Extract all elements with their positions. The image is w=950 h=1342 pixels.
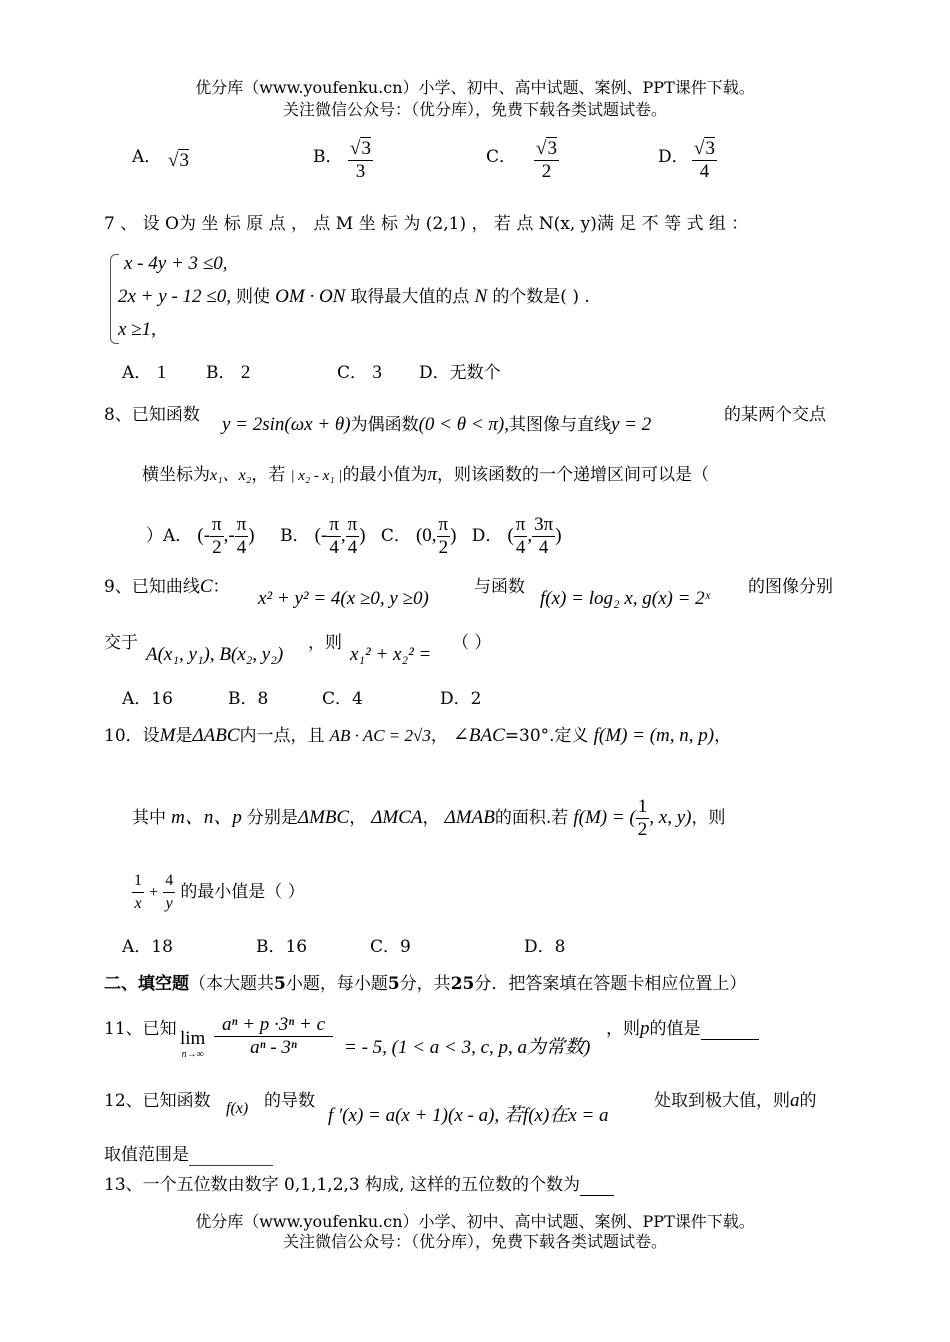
q6-option-b-value: $\frac{√3}{3}$ xyxy=(350,138,371,182)
q9-points: A(x₁, y₁), B(x₂, y₂) xyxy=(146,644,284,665)
q10-option-c: C．9 xyxy=(370,937,411,957)
q11-rhs: = - 5, (1 < a < 3, c, p, a为常数) xyxy=(344,1037,591,1058)
q6-option-d: D． xyxy=(658,147,689,167)
header-line-2: 关注微信公众号：（优分库），免费下载各类试题试卷。 xyxy=(282,100,667,119)
q11-lim: lim n→∞ xyxy=(180,1028,206,1060)
q11-answer-blank[interactable] xyxy=(701,1021,759,1040)
q13-stem: 13、一个五位数由数字 0,1,1,2,3 构成, 这样的五位数的个数为 xyxy=(104,1174,614,1196)
q8-stem-tail: 的某两个交点 xyxy=(724,405,826,425)
q7-inequality-3: x ≥1, xyxy=(118,319,156,340)
q12-answer-blank[interactable] xyxy=(189,1147,273,1166)
footer-line-2: 关注微信公众号：（优分库），免费下载各类试题试卷。 xyxy=(282,1232,667,1251)
q12-function: f(x) xyxy=(226,1100,249,1117)
q9-curve-equation: x² + y² = 4(x ≥0, y ≥0) xyxy=(258,588,429,609)
q11-tail: ，则p的值是 xyxy=(606,1018,759,1040)
q12-line-2: 取值范围是 xyxy=(104,1144,273,1166)
q6-option-b: B． xyxy=(313,147,343,167)
q9-then: ，则 xyxy=(308,633,342,653)
q7-stem: 7 、 设 O为 坐 标 原 点 ， 点 M 坐 标 为 (2,1) ， 若 点 N(x, y)满 足 不 等 式 组 ： xyxy=(104,214,749,234)
footer-line-1: 优分库（www.youfenku.cn）小学、初中、高中试题、案例、PPT课件下载。 xyxy=(195,1212,755,1231)
q6-option-a-value: √3 xyxy=(168,150,189,171)
q9-option-c: C．4 xyxy=(322,689,363,709)
q8-stem-line-2: 横坐标为x₁、x₂，若 | x₂ - x₁ |的最小值为π，则该函数的一个递增区间可以是（ xyxy=(142,464,709,485)
q10-option-d: D．8 xyxy=(524,937,566,957)
q10-stem-line-3: $\frac{1}{x}$ + $\frac{4}{y}$ 的最小值是（ ） xyxy=(134,872,305,912)
q11-label: 11、已知 xyxy=(104,1019,177,1039)
q9-stem-line-1: 9、已知曲线C： xyxy=(104,576,230,597)
q9-option-a: A．16 xyxy=(122,689,173,709)
q6-option-a: A． xyxy=(132,147,162,167)
q13-answer-blank[interactable] xyxy=(580,1177,614,1196)
q10-stem-line-1: 10．设M是ΔABC内一点，且 AB · AC = 2√3， ∠BAC=30°.定义 f(M) = (m, n, p)， xyxy=(104,725,732,746)
q11-fraction: $\frac{\text{aⁿ + p ·3ⁿ + c}}{\text{aⁿ - 3ⁿ}}$ xyxy=(214,1014,333,1059)
q12-label: 12、已知函数 xyxy=(104,1091,211,1111)
q10-option-b: B．16 xyxy=(256,937,308,957)
q6-option-c-value: $\frac{√3}{2}$ xyxy=(536,138,557,182)
q8-function: y = 2sin(ωx + θ)为偶函数(0 < θ < π),其图像与直线y = 2 xyxy=(222,414,652,435)
header-line-1: 优分库（www.youfenku.cn）小学、初中、高中试题、案例、PPT课件下载。 xyxy=(195,78,755,97)
q9-stem-line-2: 交于 xyxy=(104,633,138,653)
q9-option-b: B．8 xyxy=(228,689,269,709)
q9-mid: 与函数 xyxy=(474,577,525,597)
q8-stem-line-1: 8、已知函数 xyxy=(104,405,200,425)
q7-option-b: B． 2 xyxy=(206,362,251,383)
q6-option-d-value: $\frac{√3}{4}$ xyxy=(694,138,715,182)
q7-option-d: D．无数个 xyxy=(419,363,501,383)
q9-paren: （ ） xyxy=(452,633,492,653)
q7-option-c: C． 3 xyxy=(337,362,382,383)
q10-stem-line-2: 其中 m、n、p 分别是ΔMBC， ΔMCA， ΔMAB的面积.若 f(M) = ( $\frac{1}{2}$ , x, y)，则 xyxy=(132,796,726,840)
q7-option-a: A． 1 xyxy=(122,362,167,383)
q12-derivative: f ′(x) = a(x + 1)(x - a), 若f(x)在x = a xyxy=(328,1105,609,1126)
q12-tail: 处取到极大值，则a的 xyxy=(654,1090,817,1111)
q12-t1: 的导数 xyxy=(264,1091,315,1111)
q9-tail: 的图像分别 xyxy=(748,577,833,597)
q9-option-d: D．2 xyxy=(440,689,482,709)
q7-inequality-2: 2x + y - 12 ≤0, 则使 OM · ON 取得最大值的点 N 的个数是( ) . xyxy=(118,286,590,307)
q9-functions: f(x) = log₂ x, g(x) = 2ˣ xyxy=(540,588,711,609)
section-2-heading: 二、填空题（本大题共5小题，每小题5分，共25分．把答案填在答题卡相应位置上） xyxy=(104,974,747,994)
q8-options: ）A． (- $\frac{\pi}{2}$ ,- $\frac{\pi}{4}$ ) B． (- $\frac{\pi}{4}$ , $\frac{\pi}{4}$ ) C． (0, $\frac{\pi}{2}$ ) D． ( $\frac{\pi}{4}$ , $\frac{3\pi}{4}$ ) xyxy=(146,514,562,558)
q6-option-c: C． xyxy=(486,147,517,167)
q10-option-a: A．18 xyxy=(122,937,173,957)
q7-inequality-1: x - 4y + 3 ≤0, xyxy=(124,253,228,274)
q9-expression: x₁² + x₂² = xyxy=(350,644,432,665)
